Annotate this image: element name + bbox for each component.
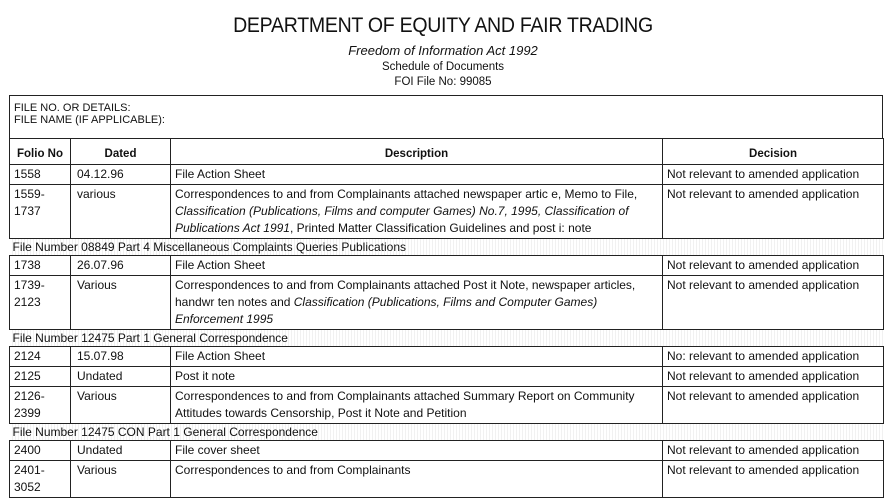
department-title: DEPARTMENT OF EQUITY AND FAIR TRADING: [233, 14, 653, 37]
section-row: [10, 424, 884, 441]
folio-cell: 1559- 1737: [10, 185, 71, 239]
column-header-description: Description: [171, 139, 663, 165]
folio-cell: 2126- 2399: [10, 387, 71, 424]
table-row: [10, 256, 884, 276]
description-cell: Post it note: [171, 367, 663, 387]
decision-cell: Not relevant to amended application: [663, 276, 884, 330]
table-row: [10, 276, 884, 330]
folio-cell: 1738: [10, 256, 71, 276]
folio-cell: 2124: [10, 347, 71, 367]
file-no-label: FILE NO. OR DETAILS:: [14, 102, 131, 114]
column-header-dated: Dated: [71, 139, 171, 165]
file-details-box: [9, 95, 883, 138]
folio-cell: 1739- 2123: [10, 276, 71, 330]
table-row: [10, 185, 884, 239]
description-cell: File Action Sheet: [171, 347, 663, 367]
file-name-label: FILE NAME (IF APPLICABLE):: [14, 114, 165, 126]
dated-cell: Various: [71, 387, 171, 424]
description-text: Correspondences to and from Complainants attached newspaper artic e, Memo to File,: [175, 187, 638, 201]
folio-cell: 2125: [10, 367, 71, 387]
section-row: [10, 239, 884, 256]
decision-cell: Not relevant to amended application: [663, 387, 884, 424]
folio-cell: 2400: [10, 441, 71, 461]
table-row: [10, 165, 884, 185]
dated-cell: 26.07.96: [71, 256, 171, 276]
dated-cell: various: [71, 185, 171, 239]
description-cell: Correspondences to and from Complainants attached Summary Report on Community Attitudes towards Censorship, Post it Note and Petition: [171, 387, 663, 424]
act-title: Freedom of Information Act 1992: [348, 43, 538, 58]
decision-cell: No: relevant to amended application: [663, 347, 884, 367]
decision-cell: Not relevant to amended application: [663, 165, 884, 185]
description-cell: Correspondences to and from Complainants: [171, 461, 663, 498]
decision-cell: Not relevant to amended application: [663, 461, 884, 498]
folio-cell: 1558: [10, 165, 71, 185]
description-cell: File Action Sheet: [171, 256, 663, 276]
dated-cell: Various: [71, 461, 171, 498]
dated-cell: Undated: [71, 367, 171, 387]
description-cell: [171, 185, 663, 239]
description-text: Correspondences to and from Complainants attached Post it Note, newspaper articles, handwr ten notes and: [175, 278, 636, 309]
dated-cell: Undated: [71, 441, 171, 461]
decision-cell: Not relevant to amended application: [663, 441, 884, 461]
section-row: [10, 330, 884, 347]
decision-cell: Not relevant to amended application: [663, 185, 884, 239]
section-heading: File Number 12475 Part 1 General Correspondence: [10, 330, 884, 347]
table-row: [10, 461, 884, 498]
schedule-title: Schedule of Documents: [381, 61, 505, 73]
section-heading: File Number 12475 CON Part 1 General Correspondence: [10, 424, 884, 441]
dated-cell: 15.07.98: [71, 347, 171, 367]
table-row: [10, 387, 884, 424]
section-heading: File Number 08849 Part 4 Miscellaneous Complaints Queries Publications: [10, 239, 884, 256]
description-italic-text: Classification (Publications, Films and Computer Games) Enforcement 1995: [175, 295, 598, 326]
table-row: [10, 441, 884, 461]
schedule-table: [9, 138, 884, 498]
foi-file-number: FOI File No: 99085: [394, 76, 492, 88]
column-header-decision: Decision: [663, 139, 884, 165]
table-row: [10, 347, 884, 367]
folio-cell: 2401- 3052: [10, 461, 71, 498]
dated-cell: Various: [71, 276, 171, 330]
table-header-row: [10, 139, 884, 165]
decision-cell: Not relevant to amended application: [663, 367, 884, 387]
dated-cell: 04.12.96: [71, 165, 171, 185]
decision-cell: Not relevant to amended application: [663, 256, 884, 276]
description-cell: File cover sheet: [171, 441, 663, 461]
description-cell: [171, 276, 663, 330]
description-italic-text: Classification (Publications, Films and computer Games) No.7, 1995, Classification of Publications Act 1991: [175, 204, 629, 235]
table-row: [10, 367, 884, 387]
description-cell: File Action Sheet: [171, 165, 663, 185]
description-text: , Printed Matter Classification Guidelines and post i: note: [289, 221, 592, 235]
column-header-folio: Folio No: [10, 139, 71, 165]
